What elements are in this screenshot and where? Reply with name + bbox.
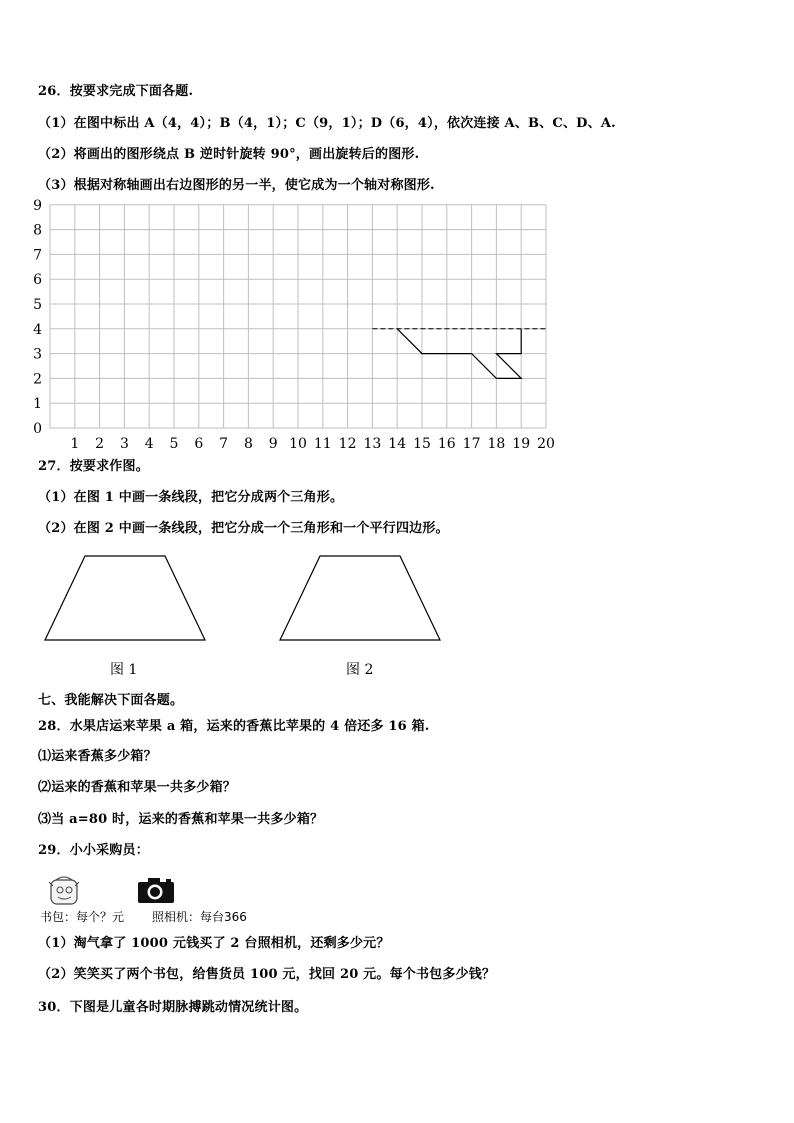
q28-part2: ⑵运来的香蕉和苹果一共多少箱？ [38, 780, 237, 795]
q28-part3: ⑶当 a=80 时，运来的香蕉和苹果一共多少箱？ [38, 812, 324, 827]
bag-price-label: 书包：每个？元 [40, 910, 125, 924]
x-tick-label: 3 [119, 436, 129, 452]
x-tick-label: 17 [462, 436, 481, 452]
q29-part2: （2）笑笑买了两个书包，给售货员 100 元，找回 20 元。每个书包多少钱？ [38, 967, 496, 982]
figure-2-caption: 图 2 [346, 662, 374, 678]
x-tick-label: 2 [95, 436, 105, 452]
q27-title: 27．按要求作图。 [38, 459, 149, 474]
trapezoid-figure-2 [276, 553, 446, 643]
q26-part2: （2）将画出的图形绕点 B 逆时针旋转 90°，画出旋转后的图形. [38, 147, 420, 162]
camera-icon [136, 876, 176, 904]
y-tick-label: 3 [33, 346, 42, 363]
y-tick-label: 0 [33, 421, 42, 437]
x-tick-label: 10 [289, 436, 307, 452]
x-tick-label: 16 [437, 436, 456, 452]
q28-title: 28．水果店运来苹果 a 箱，运来的香蕉比苹果的 4 倍还多 16 箱. [38, 719, 430, 734]
x-tick-label: 4 [144, 436, 154, 452]
q26-part1: （1）在图中标出 A（4，4）；B（4，1）；C（9，1）；D（6，4），依次连接 A、B、C、D、A. [38, 116, 616, 131]
q28-part1: ⑴运来香蕉多少箱？ [38, 749, 157, 764]
x-tick-label: 14 [388, 436, 407, 452]
q27-part2: （2）在图 2 中画一条线段，把它分成一个三角形和一个平行四边形。 [38, 521, 449, 536]
q27-part1: （1）在图 1 中画一条线段，把它分成两个三角形。 [38, 490, 344, 505]
y-tick-label: 2 [33, 371, 42, 388]
x-tick-label: 1 [70, 436, 80, 452]
y-tick-label: 5 [33, 297, 42, 313]
y-tick-label: 1 [33, 396, 42, 413]
y-tick-label: 8 [33, 222, 42, 239]
x-tick-label: 19 [512, 436, 531, 452]
section-7-title: 七、我能解决下面各题。 [38, 693, 184, 708]
camera-price-label: 照相机：每台366 [152, 910, 247, 924]
figure-1-caption: 图 1 [110, 662, 138, 678]
x-axis-labels [70, 436, 555, 452]
x-tick-label: 5 [169, 436, 179, 452]
x-tick-label: 15 [413, 436, 431, 452]
q30-title: 30．下图是儿童各时期脉搏跳动情况统计图。 [38, 1000, 308, 1015]
y-tick-label: 9 [33, 198, 42, 214]
y-tick-label: 7 [33, 247, 42, 264]
x-tick-label: 8 [243, 436, 253, 452]
x-tick-label: 13 [363, 436, 382, 452]
x-tick-label: 11 [313, 436, 332, 452]
x-tick-label: 18 [487, 436, 506, 452]
q29-title: 29．小小采购员： [38, 843, 149, 858]
q29-part1: （1）淘气拿了 1000 元钱买了 2 台照相机，还剩多少元？ [38, 936, 390, 951]
q26-part3: （3）根据对称轴画出右边图形的另一半，使它成为一个轴对称图形. [38, 178, 435, 193]
x-tick-label: 12 [338, 436, 357, 452]
coordinate-grid [30, 198, 560, 454]
y-axis-labels [33, 198, 42, 437]
x-tick-label: 20 [537, 436, 555, 452]
x-tick-label: 9 [268, 436, 278, 452]
y-tick-label: 6 [33, 272, 42, 289]
q26-title: 26．按要求完成下面各题. [38, 84, 194, 99]
grid-lines [50, 205, 546, 428]
trapezoid-figure-1 [40, 553, 210, 643]
x-tick-label: 6 [194, 436, 204, 452]
schoolbag-icon [44, 874, 84, 906]
x-tick-label: 7 [219, 436, 229, 452]
y-tick-label: 4 [33, 321, 42, 338]
